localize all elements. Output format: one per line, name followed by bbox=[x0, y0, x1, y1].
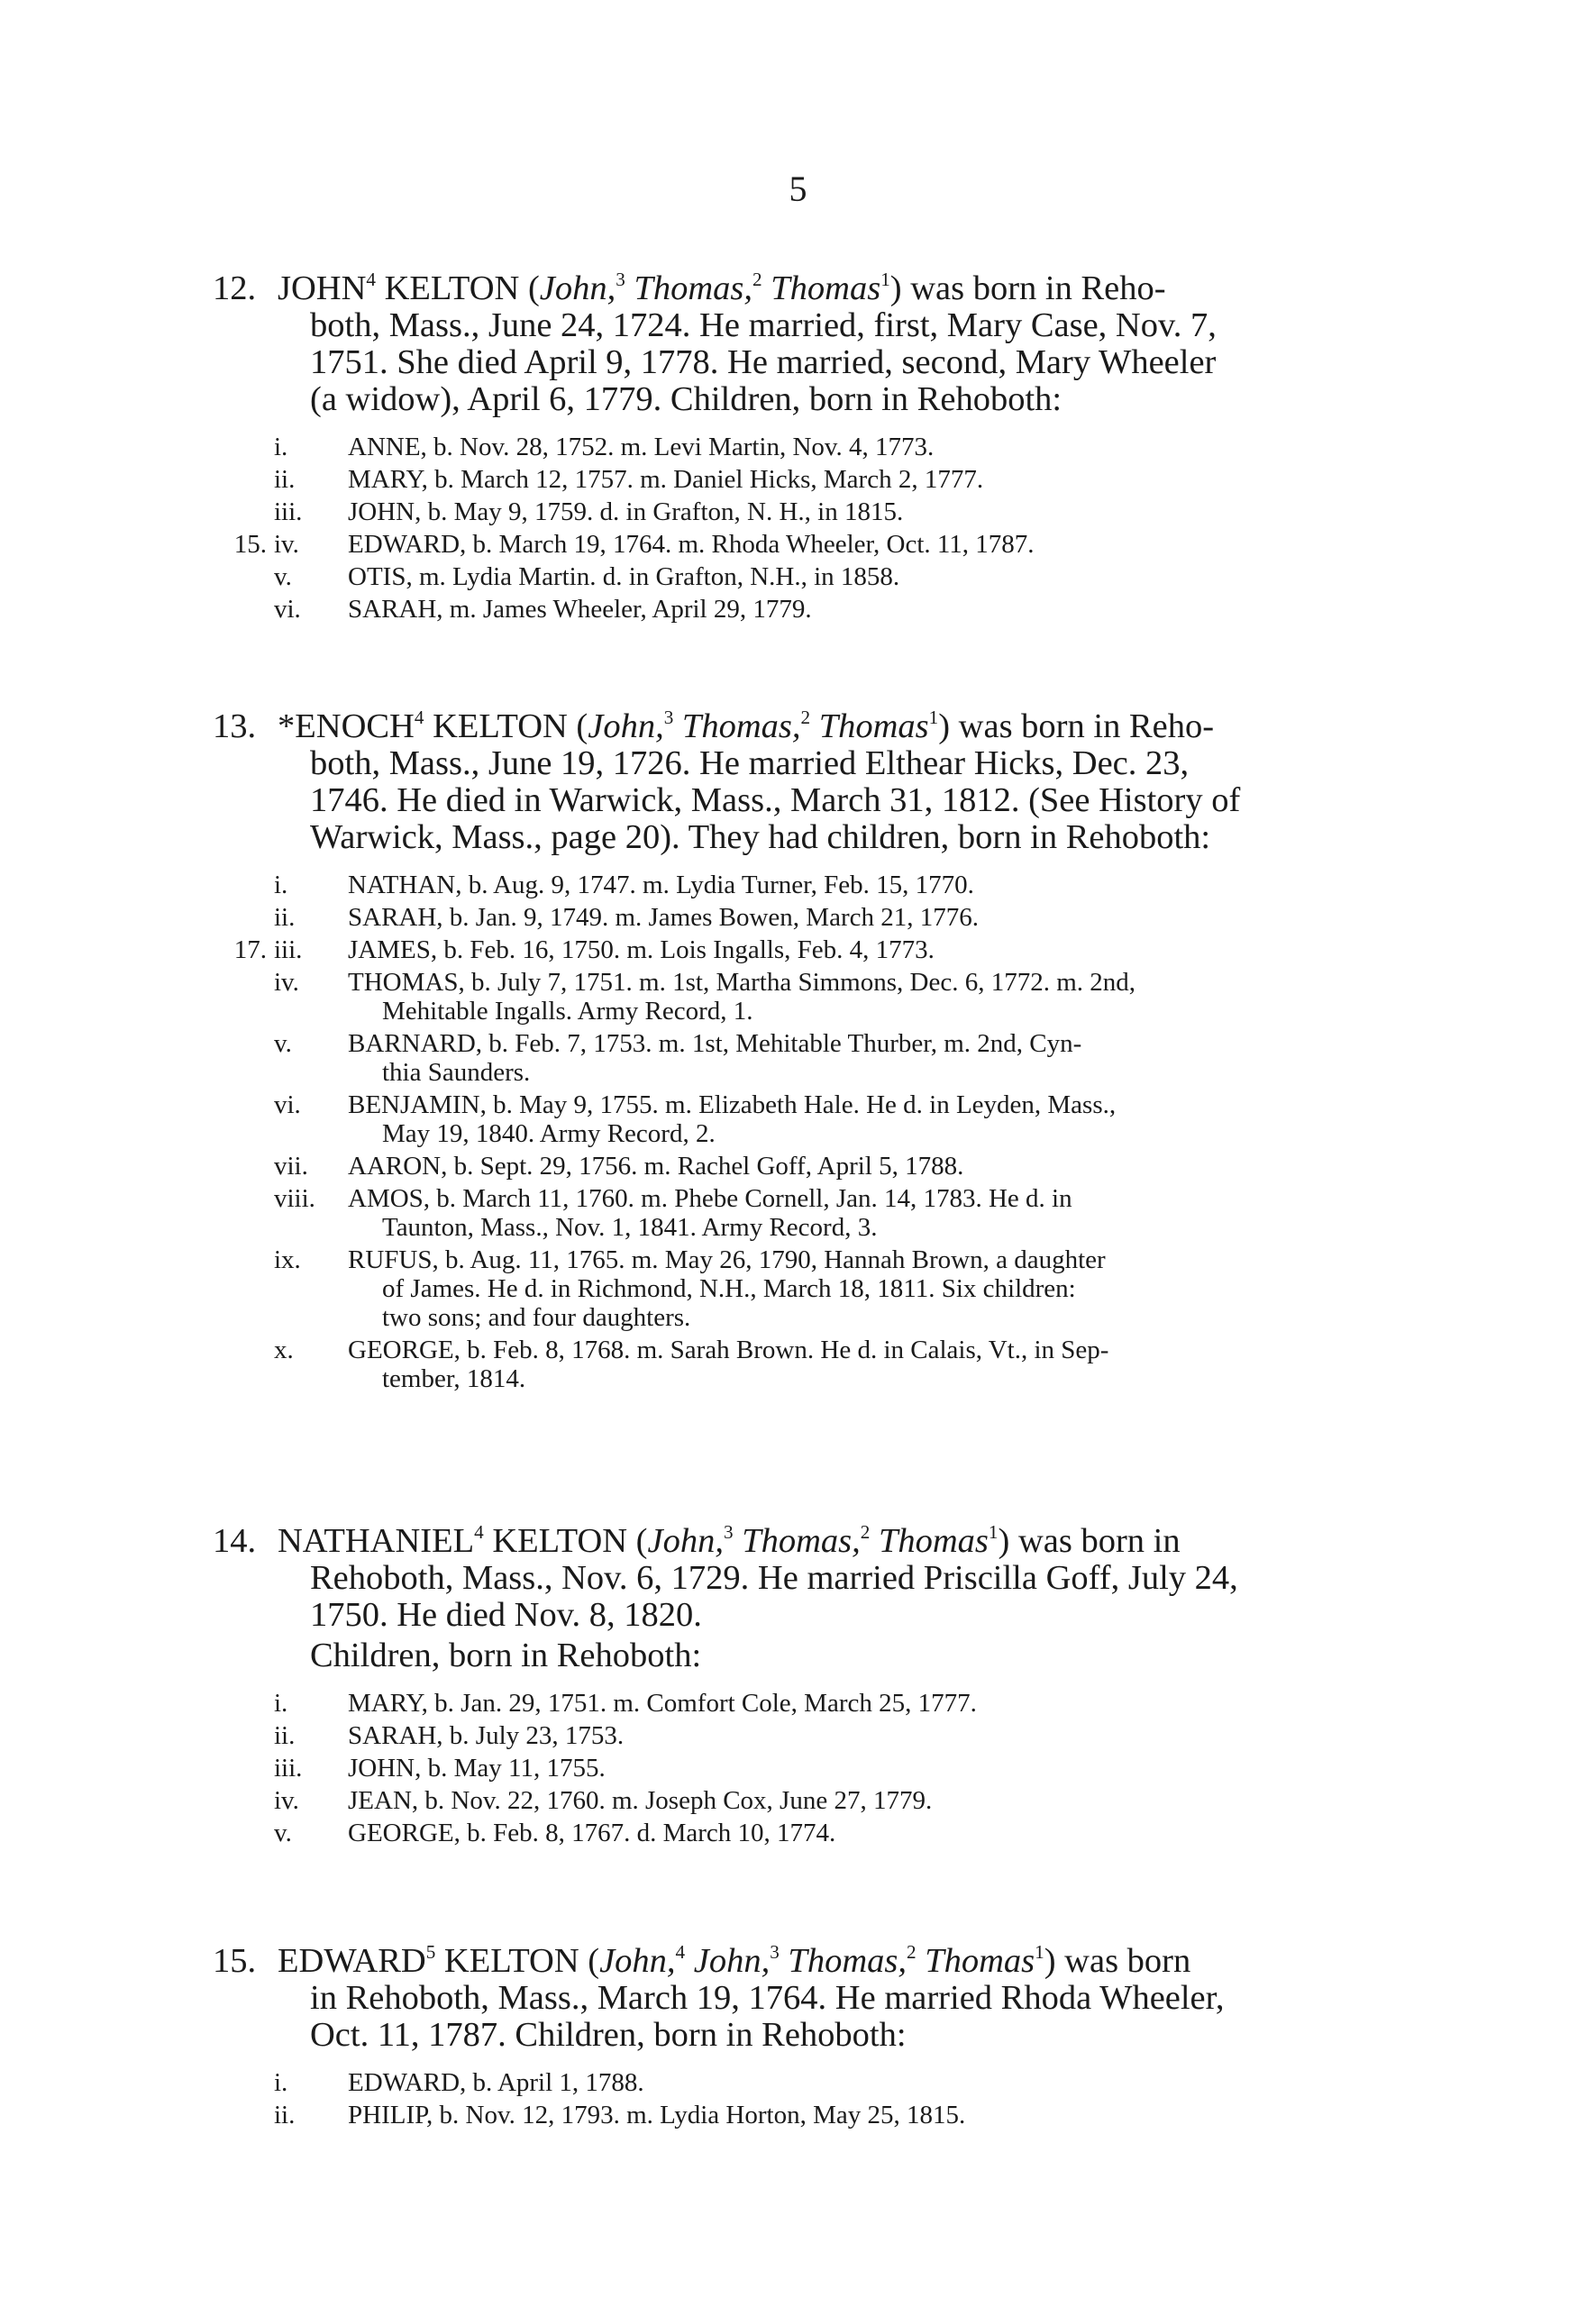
child-item: vi. BENJAMIN, b. May 9, 1755. m. Elizabeth Hale. He d. in Leyden, Mass., May 19, 1840. Army Record, 2. bbox=[274, 1090, 1117, 1148]
entry-heading-line: *ENOCH$^4$ KELTON (John,$^3$ Thomas,$^2$ Thomas$^1$) was born in Reho- bbox=[278, 707, 1215, 745]
entry-paragraph bbox=[213, 1943, 1402, 2054]
entry-text-line: 1750. He died Nov. 8, 1820. bbox=[310, 1596, 702, 1634]
entry-number: 13. bbox=[213, 707, 257, 745]
entry-number: 14. bbox=[213, 1522, 257, 1560]
child-item: 17. iii. JAMES, b. Feb. 16, 1750. m. Lois Ingalls, Feb. 4, 1773. bbox=[233, 935, 935, 964]
page-number: 5 bbox=[789, 169, 807, 209]
entry-text-line: both, Mass., June 19, 1726. He married Elthear Hicks, Dec. 23, bbox=[310, 744, 1190, 782]
child-item: 15. iv. EDWARD, b. March 19, 1764. m. Rhoda Wheeler, Oct. 11, 1787. bbox=[233, 530, 1035, 559]
child-item: v. GEORGE, b. Feb. 8, 1767. d. March 10, 1774. bbox=[274, 1819, 836, 1847]
genealogy-entry-13 bbox=[213, 708, 1402, 1397]
entry-number: 12. bbox=[213, 269, 257, 307]
child-item: i. ANNE, b. Nov. 28, 1752. m. Levi Martin, Nov. 4, 1773. bbox=[274, 433, 935, 461]
children-list bbox=[213, 1689, 1402, 1847]
children-list bbox=[213, 433, 1402, 624]
child-item: ii. SARAH, b. Jan. 9, 1749. m. James Bowen, March 21, 1776. bbox=[274, 903, 979, 932]
child-item: vii. AARON, b. Sept. 29, 1756. m. Rachel Goff, April 5, 1788. bbox=[274, 1152, 964, 1181]
child-item: ix. RUFUS, b. Aug. 11, 1765. m. May 26, 1790, Hannah Brown, a daughter of James. He d. in Richmond, N.H., March 18, 1811. Six children: two sons; and four daughters. bbox=[274, 1245, 1106, 1332]
child-item: iii. JOHN, b. May 9, 1759. d. in Grafton, N. H., in 1815. bbox=[274, 497, 904, 526]
child-item: ii. SARAH, b. July 23, 1753. bbox=[274, 1721, 625, 1750]
entry-paragraph bbox=[213, 270, 1402, 418]
entry-text-line: both, Mass., June 24, 1724. He married, first, Mary Case, Nov. 7, bbox=[310, 306, 1217, 344]
entry-heading-line: EDWARD$^5$ KELTON (John,$^4$ John,$^3$ Thomas,$^2$ Thomas$^1$) was born bbox=[278, 1941, 1191, 1980]
children-list bbox=[213, 2068, 1402, 2129]
entry-text-line: in Rehoboth, Mass., March 19, 1764. He married Rhoda Wheeler, bbox=[310, 1979, 1225, 2017]
child-item: vi. SARAH, m. James Wheeler, April 29, 1779. bbox=[274, 595, 812, 624]
genealogy-entry-12 bbox=[213, 270, 1402, 627]
genealogy-entry-14 bbox=[213, 1523, 1402, 1851]
child-item: iii. JOHN, b. May 11, 1755. bbox=[274, 1754, 606, 1783]
child-item: i. NATHAN, b. Aug. 9, 1747. m. Lydia Turner, Feb. 15, 1770. bbox=[274, 871, 974, 899]
child-item: iv. THOMAS, b. July 7, 1751. m. 1st, Martha Simmons, Dec. 6, 1772. m. 2nd, Mehitable Ingalls. Army Record, 1. bbox=[274, 968, 1136, 1026]
children-subheading: Children, born in Rehoboth: bbox=[310, 1637, 702, 1674]
entry-text-line: 1746. He died in Warwick, Mass., March 31, 1812. (See History of bbox=[310, 781, 1241, 819]
entry-text-line: Rehoboth, Mass., Nov. 6, 1729. He married Priscilla Goff, July 24, bbox=[310, 1559, 1238, 1597]
entry-text-line: (a widow), April 6, 1779. Children, born in Rehoboth: bbox=[310, 380, 1062, 418]
entry-paragraph bbox=[213, 708, 1402, 856]
entry-heading-line: NATHANIEL$^4$ KELTON (John,$^3$ Thomas,$^2$ Thomas$^1$) was born in bbox=[278, 1521, 1181, 1560]
child-item: i. EDWARD, b. April 1, 1788. bbox=[274, 2068, 644, 2097]
entry-text-line: Warwick, Mass., page 20). They had children, born in Rehoboth: bbox=[310, 818, 1211, 856]
child-item: x. GEORGE, b. Feb. 8, 1768. m. Sarah Brown. He d. in Calais, Vt., in Sep- tember, 1814. bbox=[274, 1336, 1109, 1393]
entry-text-line: Oct. 11, 1787. Children, born in Rehoboth: bbox=[310, 2016, 907, 2054]
children-list bbox=[213, 871, 1402, 1393]
child-item: viii. AMOS, b. March 11, 1760. m. Phebe Cornell, Jan. 14, 1783. He d. in Taunton, Mass., Nov. 1, 1841. Army Record, 3. bbox=[274, 1184, 1072, 1242]
child-item: v. BARNARD, b. Feb. 7, 1753. m. 1st, Mehitable Thurber, m. 2nd, Cyn- thia Saunders. bbox=[274, 1029, 1082, 1087]
child-item: v. OTIS, m. Lydia Martin. d. in Grafton, N.H., in 1858. bbox=[274, 562, 900, 591]
child-item: iv. JEAN, b. Nov. 22, 1760. m. Joseph Cox, June 27, 1779. bbox=[274, 1786, 933, 1815]
child-item: ii. MARY, b. March 12, 1757. m. Daniel Hicks, March 2, 1777. bbox=[274, 465, 984, 494]
entry-text-line: 1751. She died April 9, 1778. He married, second, Mary Wheeler bbox=[310, 343, 1217, 381]
entry-heading-line: JOHN$^4$ KELTON (John,$^3$ Thomas,$^2$ Thomas$^1$) was born in Reho- bbox=[278, 269, 1166, 307]
entry-paragraph bbox=[213, 1523, 1402, 1674]
genealogy-entry-15 bbox=[213, 1943, 1402, 2133]
child-item: ii. PHILIP, b. Nov. 12, 1793. m. Lydia Horton, May 25, 1815. bbox=[274, 2101, 966, 2129]
child-item: i. MARY, b. Jan. 29, 1751. m. Comfort Cole, March 25, 1777. bbox=[274, 1689, 977, 1718]
entry-number: 15. bbox=[213, 1942, 257, 1980]
